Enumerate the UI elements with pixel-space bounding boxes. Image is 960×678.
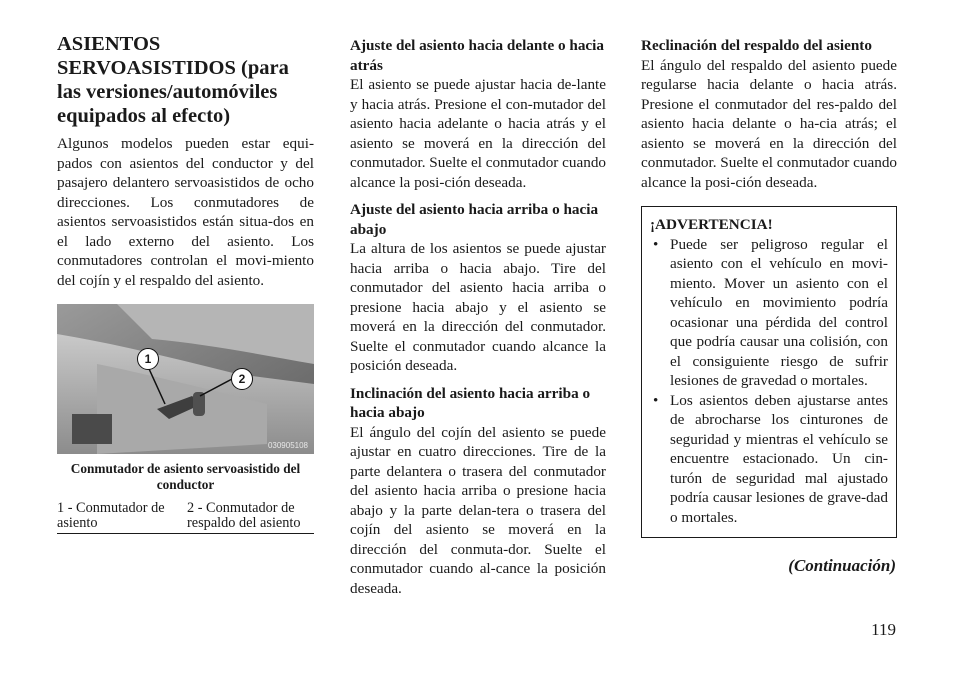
bullet-icon: • <box>653 391 659 409</box>
continuation-label: (Continuación) <box>788 556 896 575</box>
warning-item <box>650 391 888 528</box>
warning-item-text: Los asientos deben ajustarse antes de abrocharse los cinturones de seguridad y mientras el vehículo se encuentre estacionado. Un cin-turón de seguridad mal ajustado podría causar lesiones de grave-dad o mortales. <box>670 391 888 526</box>
warning-item <box>650 235 888 391</box>
warning-title: ¡ADVERTENCIA! <box>650 216 773 233</box>
paragraph: El ángulo del respaldo del asiento puede regularse hacia delante o hacia atrás. Presione el conmutador del res-paldo del asiento hacia delante o ha-cia atrás; el asiento se moverá en la dirección del conmutador. Suelte el conmutador cuando alcance la posi-ción deseada. <box>641 56 898 191</box>
section-up-down <box>350 200 606 376</box>
section-heading: ASIENTOS SERVOASISTIDOS (para las versiones/automóviles equipados al efecto) <box>57 33 289 127</box>
subheading: Ajuste del asiento hacia delante o hacia atrás <box>350 37 604 74</box>
figure-legend <box>57 501 314 534</box>
warning-list <box>650 235 888 528</box>
warning-box <box>641 206 897 538</box>
legend-item-1: 1 - Conmutador de asiento <box>57 500 165 531</box>
page-number: 119 <box>871 620 896 639</box>
section-forward-back <box>350 36 606 192</box>
seat-illustration <box>57 304 314 454</box>
column-right <box>641 36 897 538</box>
callout-1: 1 <box>137 348 159 370</box>
paragraph: El ángulo del cojín del asiento se puede ajustar en cuatro direcciones. Tire de la parte delantera o trasera del conmutador del asiento hacia arriba o presione hacia abajo y la parte delan-tera o trasera del cojín del asiento se moverá en la dirección del conmuta-dor. Suelte el conmutador cuando al-cance la posición deseada. <box>350 423 606 597</box>
callout-2: 2 <box>231 368 253 390</box>
section-tilt <box>350 384 606 599</box>
intro-paragraph: Algunos modelos pueden estar equi-pados con asientos del conductor y del pasajero delantero servoasistidos de ocho direcciones. Los conmutadores de asientos servoasistidos están situa-dos en el lado externo del asiento. Los conmutadores controlan el movi-miento del cojín y el respaldo del asiento. <box>57 135 314 289</box>
figure-code: 030905108 <box>267 441 308 450</box>
bullet-icon: • <box>653 235 659 253</box>
paragraph: El asiento se puede ajustar hacia de-lante y hacia atrás. Presione el con-mutador del asiento hacia adelante o hacia atrás y el asiento se moverá en la dirección del conmutador. Suelte el conmutador cuando alcance la posi-ción deseada. <box>350 76 607 191</box>
paragraph: La altura de los asientos se puede ajustar hacia arriba o hacia abajo. Tire del conmutador del asiento hacia arriba o presione hacia abajo y el asiento se moverá en la dirección del conmutador. Suelte el conmutador cuando alcance la posición deseada. <box>350 240 606 374</box>
column-left <box>57 32 314 534</box>
subheading: Reclinación del respaldo del asiento <box>641 37 872 54</box>
warning-item-text: Puede ser peligroso regular el asiento con el vehículo en movi-miento. Mover un asiento con el vehículo en movimiento podría ocasionar una pérdida del control que podría causar una colisión, con el consiguiente riesgo de sufrir lesiones de gravedad o mortales. <box>670 235 888 389</box>
subheading: Ajuste del asiento hacia arriba o hacia abajo <box>350 201 599 238</box>
legend-item-2: 2 - Conmutador de respaldo del asiento <box>187 500 301 531</box>
subheading: Inclinación del asiento hacia arriba o hacia abajo <box>350 384 591 421</box>
figure-caption: Conmutador de asiento servoasistido del conductor <box>70 461 301 492</box>
column-middle <box>350 36 606 606</box>
seat-switch-figure <box>57 304 314 454</box>
